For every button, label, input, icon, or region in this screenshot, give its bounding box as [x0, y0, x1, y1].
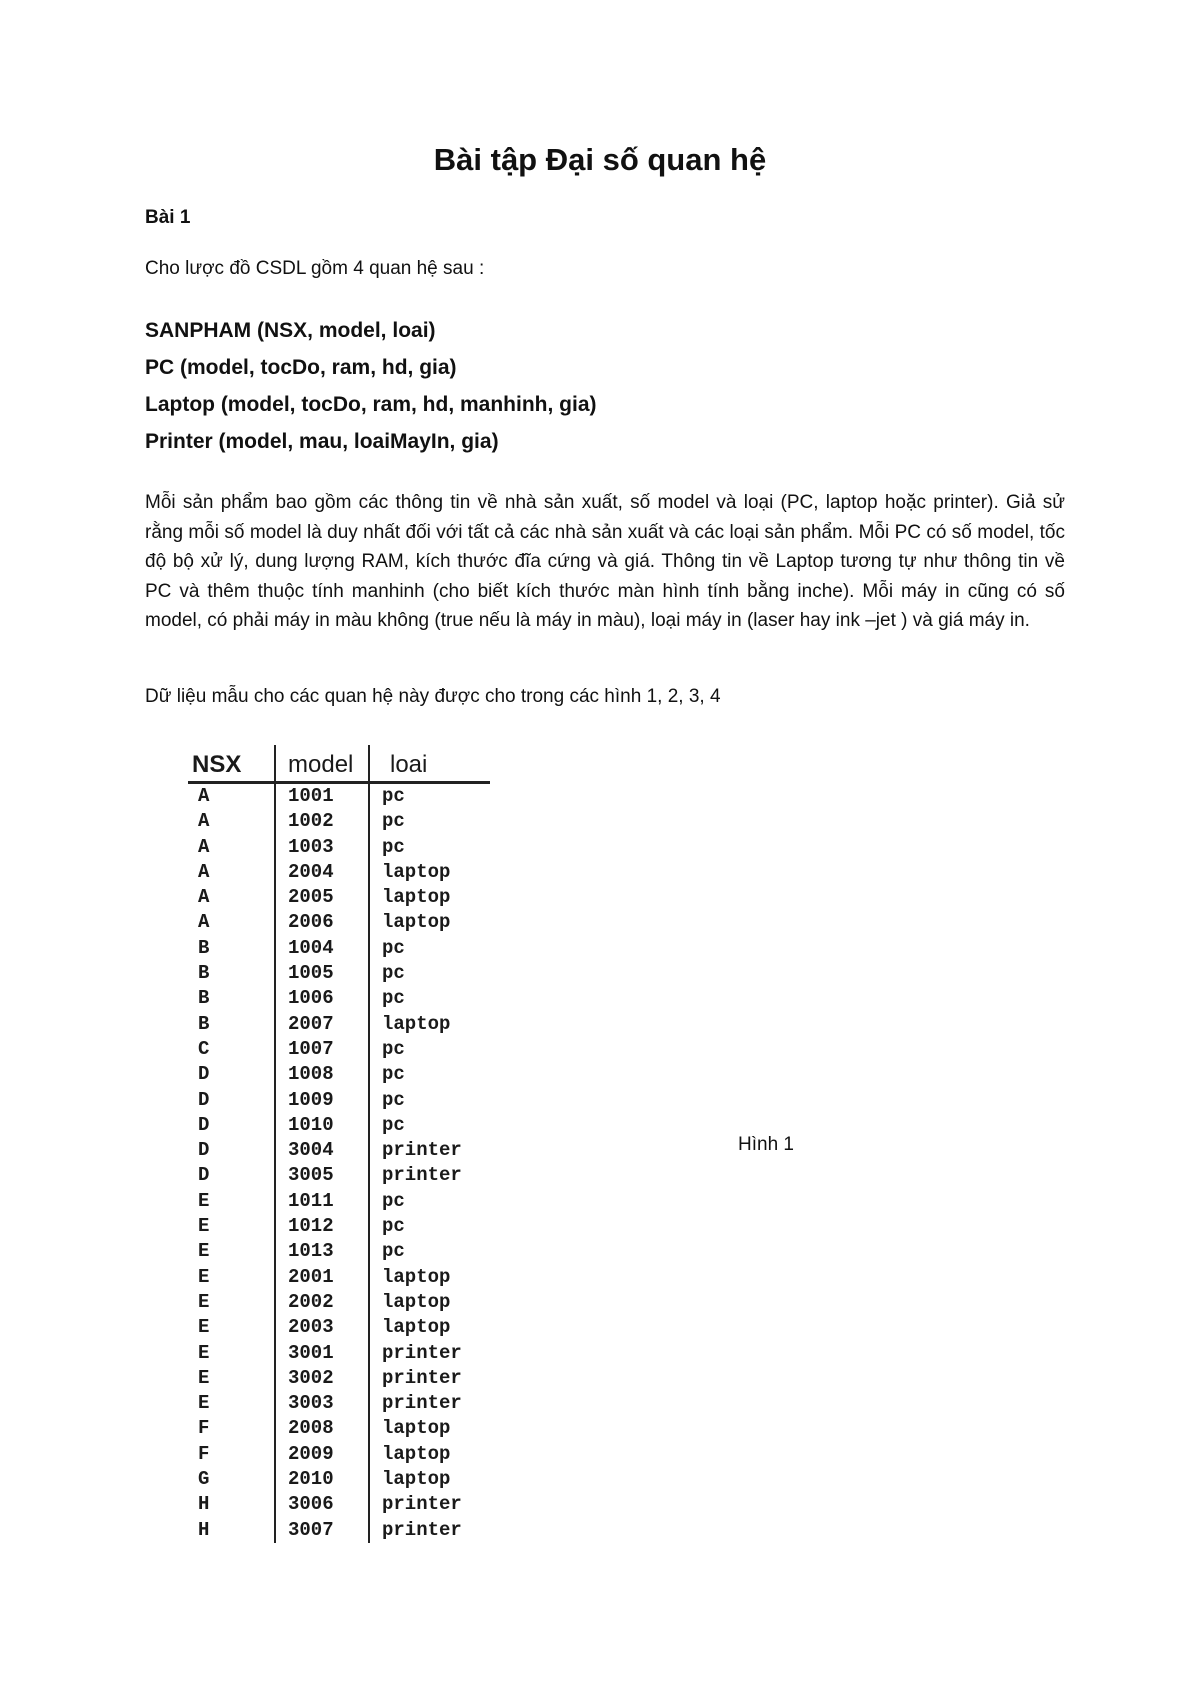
table-row: [188, 1315, 490, 1340]
cell-model: 2006: [275, 910, 369, 935]
cell-loai: pc: [369, 783, 490, 810]
table-row: [188, 1037, 490, 1062]
schema-laptop: Laptop (model, tocDo, ram, hd, manhinh, gia): [145, 393, 597, 416]
exercise-heading: Bài 1: [145, 207, 191, 228]
table-row: [188, 1290, 490, 1315]
table-row: [188, 783, 490, 810]
cell-model: 1005: [275, 961, 369, 986]
cell-nsx: D: [198, 1164, 210, 1187]
cell-loai: laptop: [369, 1012, 490, 1037]
description-paragraph: Mỗi sản phẩm bao gồm các thông tin về nhà sản xuất, số model và loại (PC, laptop hoặc printer). Giả sử rằng mỗi số model là duy nhất đối với tất cả các nhà sản xuất và các loại sản phẩm. Mỗi PC có số model, tốc độ bộ xử lý, dung lượng RAM, kích thước đĩa cứng và giá. Thông tin về Laptop tương tự như thông tin về PC và thêm thuộc tính manhinh (cho biết kích thước màn hình tính bằng inche). Mỗi máy in cũng có số model, có phải máy in màu không (true nếu là máy in màu), loại máy in (laser hay ink –jet ) và giá máy in.: [145, 492, 1065, 632]
page-title: Bài tập Đại số quan hệ: [433, 142, 767, 177]
cell-loai: printer: [369, 1518, 490, 1543]
cell-model: 1007: [275, 1037, 369, 1062]
table-row: [188, 910, 490, 935]
cell-loai: pc: [369, 1239, 490, 1264]
cell-loai: pc: [369, 961, 490, 986]
cell-model: 3007: [275, 1518, 369, 1543]
cell-loai: laptop: [369, 1265, 490, 1290]
cell-model: 1004: [275, 936, 369, 961]
figure-caption: Hình 1: [738, 1134, 794, 1155]
cell-nsx: E: [198, 1290, 210, 1313]
cell-loai: laptop: [369, 1315, 490, 1340]
table-row: [188, 1189, 490, 1214]
table-row: [188, 1012, 490, 1037]
cell-model: 1003: [275, 835, 369, 860]
cell-loai: pc: [369, 1037, 490, 1062]
table-row: [188, 1366, 490, 1391]
table-row: [188, 1492, 490, 1517]
cell-loai: laptop: [369, 860, 490, 885]
cell-nsx: B: [198, 962, 210, 985]
table-row: [188, 1416, 490, 1441]
cell-model: 1001: [275, 783, 369, 810]
cell-loai: laptop: [369, 1442, 490, 1467]
column-header-loai: loai: [369, 745, 490, 783]
cell-model: 2004: [275, 860, 369, 885]
cell-loai: pc: [369, 1189, 490, 1214]
table-row: [188, 1088, 490, 1113]
cell-nsx: D: [198, 1063, 210, 1086]
schema-sanpham: SANPHAM (NSX, model, loai): [145, 319, 436, 342]
table-row: [188, 809, 490, 834]
schema-list: [145, 312, 597, 460]
table-row: [188, 1467, 490, 1492]
cell-model: 2001: [275, 1265, 369, 1290]
cell-nsx: A: [198, 911, 210, 934]
sanpham-table: [188, 745, 490, 1543]
table-header-row: [188, 745, 490, 783]
cell-nsx: E: [198, 1240, 210, 1263]
cell-nsx: D: [198, 1113, 210, 1136]
cell-nsx: G: [198, 1468, 210, 1491]
column-header-model: model: [275, 745, 369, 783]
table-row: [188, 1265, 490, 1290]
table-row: [188, 1239, 490, 1264]
table-row: [188, 885, 490, 910]
table-row: [188, 1391, 490, 1416]
cell-loai: pc: [369, 1214, 490, 1239]
table-row: [188, 860, 490, 885]
table-row: [188, 1341, 490, 1366]
cell-model: 1009: [275, 1088, 369, 1113]
cell-model: 1013: [275, 1239, 369, 1264]
cell-model: 3003: [275, 1391, 369, 1416]
cell-nsx: H: [198, 1493, 210, 1516]
cell-nsx: E: [198, 1366, 210, 1389]
cell-loai: printer: [369, 1138, 490, 1163]
table-row: [188, 961, 490, 986]
cell-nsx: E: [198, 1215, 210, 1238]
schema-pc: PC (model, tocDo, ram, hd, gia): [145, 356, 457, 379]
cell-model: 1012: [275, 1214, 369, 1239]
cell-nsx: B: [198, 1012, 210, 1035]
schema-printer: Printer (model, mau, loaiMayIn, gia): [145, 430, 499, 453]
cell-model: 1010: [275, 1113, 369, 1138]
cell-loai: printer: [369, 1391, 490, 1416]
cell-nsx: F: [198, 1442, 210, 1465]
cell-nsx: E: [198, 1265, 210, 1288]
cell-model: 3004: [275, 1138, 369, 1163]
table-row: [188, 1442, 490, 1467]
table-body: [188, 783, 490, 1543]
cell-loai: pc: [369, 1113, 490, 1138]
cell-nsx: B: [198, 987, 210, 1010]
cell-loai: pc: [369, 986, 490, 1011]
cell-loai: pc: [369, 1088, 490, 1113]
cell-model: 1006: [275, 986, 369, 1011]
cell-nsx: E: [198, 1189, 210, 1212]
cell-loai: pc: [369, 835, 490, 860]
table-row: [188, 1214, 490, 1239]
cell-nsx: H: [198, 1518, 210, 1541]
cell-model: 3002: [275, 1366, 369, 1391]
table-row: [188, 1113, 490, 1138]
cell-model: 2002: [275, 1290, 369, 1315]
cell-loai: printer: [369, 1366, 490, 1391]
cell-model: 2003: [275, 1315, 369, 1340]
cell-loai: laptop: [369, 1416, 490, 1441]
cell-loai: pc: [369, 936, 490, 961]
cell-loai: laptop: [369, 910, 490, 935]
cell-nsx: A: [198, 810, 210, 833]
cell-model: 1011: [275, 1189, 369, 1214]
cell-model: 2008: [275, 1416, 369, 1441]
cell-loai: laptop: [369, 1290, 490, 1315]
cell-nsx: D: [198, 1088, 210, 1111]
cell-model: 1008: [275, 1062, 369, 1087]
cell-nsx: A: [198, 785, 210, 807]
cell-nsx: E: [198, 1341, 210, 1364]
cell-nsx: D: [198, 1139, 210, 1162]
cell-loai: pc: [369, 1062, 490, 1087]
cell-model: 3006: [275, 1492, 369, 1517]
cell-nsx: F: [198, 1417, 210, 1440]
cell-loai: pc: [369, 809, 490, 834]
cell-model: 2010: [275, 1467, 369, 1492]
cell-nsx: E: [198, 1392, 210, 1415]
intro-text: Cho lược đồ CSDL gồm 4 quan hệ sau :: [145, 258, 485, 279]
table-row: [188, 1518, 490, 1543]
column-header-nsx: NSX: [188, 745, 275, 783]
table-row: [188, 986, 490, 1011]
table-row: [188, 1062, 490, 1087]
table-row: [188, 1163, 490, 1188]
cell-model: 2005: [275, 885, 369, 910]
table-row: [188, 1138, 490, 1163]
table-row: [188, 936, 490, 961]
cell-nsx: A: [198, 860, 210, 883]
cell-nsx: B: [198, 936, 210, 959]
cell-nsx: C: [198, 1037, 210, 1060]
cell-model: 3001: [275, 1341, 369, 1366]
cell-nsx: E: [198, 1316, 210, 1339]
cell-loai: laptop: [369, 1467, 490, 1492]
cell-model: 1002: [275, 809, 369, 834]
cell-nsx: A: [198, 886, 210, 909]
cell-model: 2009: [275, 1442, 369, 1467]
sample-data-note: Dữ liệu mẫu cho các quan hệ này được cho trong các hình 1, 2, 3, 4: [145, 686, 721, 707]
cell-loai: printer: [369, 1341, 490, 1366]
table-row: [188, 835, 490, 860]
cell-loai: printer: [369, 1492, 490, 1517]
cell-model: 3005: [275, 1163, 369, 1188]
cell-model: 2007: [275, 1012, 369, 1037]
cell-loai: printer: [369, 1163, 490, 1188]
cell-loai: laptop: [369, 885, 490, 910]
cell-nsx: A: [198, 835, 210, 858]
